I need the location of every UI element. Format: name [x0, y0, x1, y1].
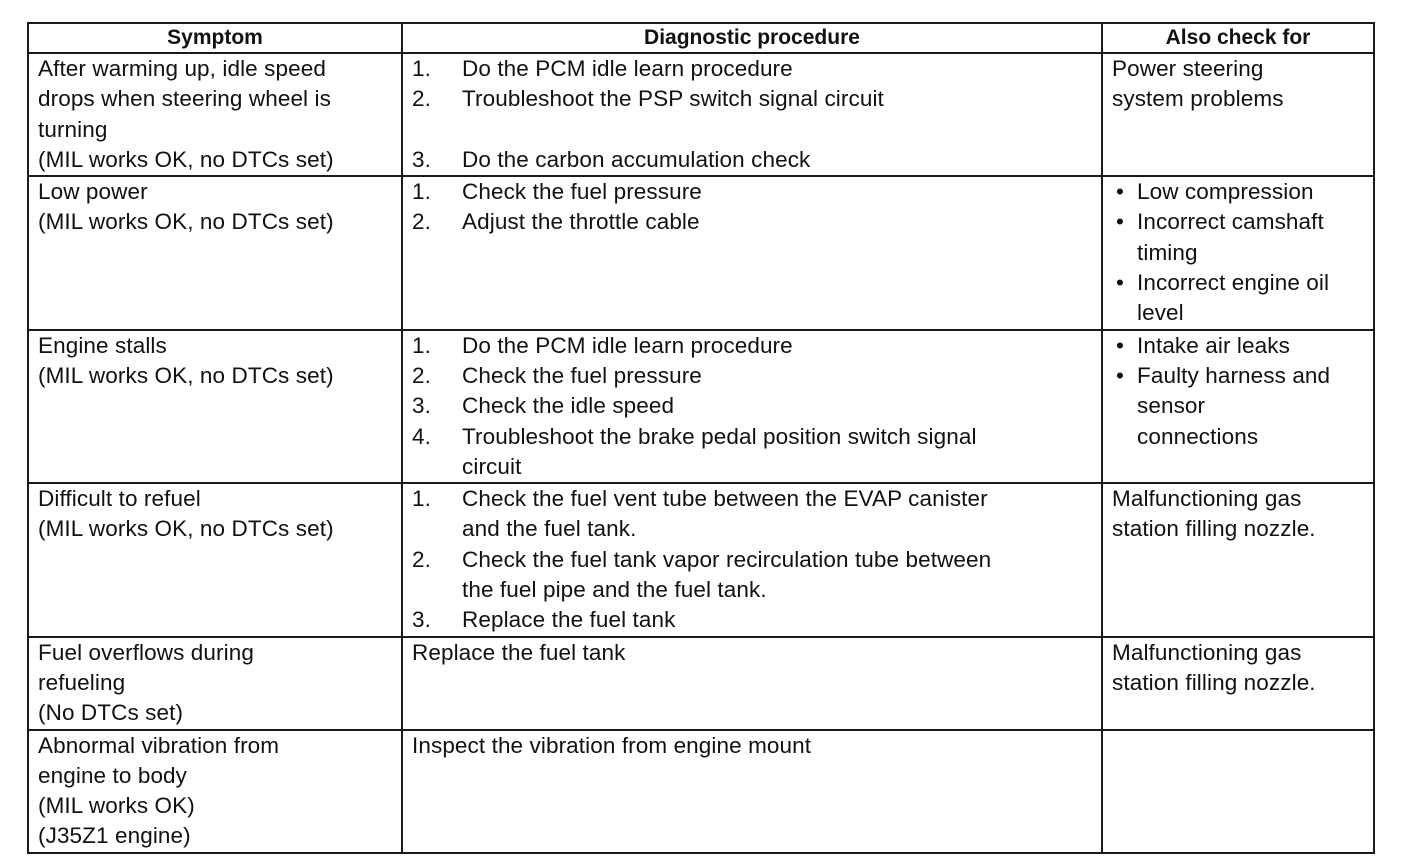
- procedure-step: [412, 84, 1097, 114]
- step-text: circuit: [462, 453, 522, 479]
- procedure-cell: [403, 731, 1101, 761]
- bullet-text: timing: [1137, 239, 1198, 265]
- procedure-step: [412, 177, 1097, 207]
- symptom-line: (MIL works OK, no DTCs set): [38, 362, 334, 388]
- step-text: Check the fuel tank vapor recirculation tube between: [462, 546, 992, 572]
- step-text: Check the idle speed: [462, 393, 675, 419]
- symptom-line: Engine stalls: [38, 332, 167, 358]
- symptom-line: Low power: [38, 179, 148, 205]
- procedure-steps: [412, 331, 1097, 482]
- symptom-cell: [29, 638, 401, 729]
- bullet-dot-icon: •: [1116, 332, 1124, 358]
- procedure-step: [412, 545, 1097, 606]
- bullet-dot-icon: •: [1116, 179, 1124, 205]
- bullet-item: [1112, 207, 1369, 268]
- step-text: and the fuel tank.: [462, 516, 637, 542]
- also-check-line: station filling nozzle.: [1112, 516, 1316, 542]
- bullet-text: Intake air leaks: [1137, 332, 1290, 358]
- procedure-steps: [412, 484, 1097, 635]
- table-row: [28, 330, 1374, 483]
- procedure-step: [412, 422, 1097, 483]
- procedure-steps: [412, 54, 1097, 175]
- symptom-line: (J35Z1 engine): [38, 823, 191, 849]
- bullet-text: Incorrect camshaft: [1137, 209, 1324, 235]
- step-text: Troubleshoot the brake pedal position switch signal: [462, 423, 977, 449]
- header-row: [28, 23, 1374, 53]
- bullet-item: [1112, 361, 1369, 452]
- also-check-line: system problems: [1112, 86, 1284, 112]
- table-row: [28, 730, 1374, 853]
- step-number: 1.: [412, 332, 431, 358]
- procedure-cell: [403, 484, 1101, 635]
- step-text: Do the PCM idle learn procedure: [462, 332, 793, 358]
- symptom-line: Fuel overflows during: [38, 639, 254, 665]
- table-row: [28, 637, 1374, 730]
- procedure-text: Replace the fuel tank: [412, 639, 626, 665]
- also-check-cell: [1103, 177, 1373, 328]
- step-number: 1.: [412, 56, 431, 81]
- bullet-text: Faulty harness and: [1137, 362, 1331, 388]
- bullet-item: [1112, 331, 1369, 361]
- step-text: Do the PCM idle learn procedure: [462, 56, 793, 81]
- bullet-text: Low compression: [1137, 179, 1314, 205]
- symptom-line: (MIL works OK, no DTCs set): [38, 209, 334, 235]
- symptom-cell: [29, 484, 401, 545]
- bullet-text: level: [1137, 300, 1184, 326]
- table-row: [28, 483, 1374, 636]
- also-check-line: station filling nozzle.: [1112, 669, 1316, 695]
- symptom-line: (No DTCs set): [38, 700, 184, 726]
- bullet-text: sensor: [1137, 393, 1206, 419]
- procedure-step: [412, 331, 1097, 361]
- header-symptom: Symptom: [28, 23, 402, 53]
- procedure-cell: [403, 638, 1101, 668]
- step-text: Check the fuel pressure: [462, 179, 702, 205]
- step-text: Adjust the throttle cable: [462, 209, 700, 235]
- procedure-cell: [403, 331, 1101, 482]
- also-check-bullets: [1112, 331, 1369, 452]
- step-text: Replace the fuel tank: [462, 607, 676, 633]
- step-number: 2.: [412, 209, 431, 235]
- step-number: 1.: [412, 486, 431, 512]
- symptom-line: Abnormal vibration from: [38, 732, 280, 758]
- procedure-step: [412, 484, 1097, 545]
- procedure-cell: [403, 54, 1101, 175]
- procedure-step: [412, 391, 1097, 421]
- step-number: 2.: [412, 546, 431, 572]
- also-check-cell: [1103, 638, 1373, 699]
- procedure-text: Inspect the vibration from engine mount: [412, 732, 812, 758]
- bullet-dot-icon: •: [1116, 270, 1124, 296]
- table-row: [28, 53, 1374, 176]
- step-text: the fuel pipe and the fuel tank.: [462, 577, 767, 603]
- procedure-step: [412, 361, 1097, 391]
- also-check-bullets: [1112, 177, 1369, 328]
- symptom-cell: [29, 331, 401, 392]
- symptom-line: (MIL works OK, no DTCs set): [38, 516, 334, 542]
- header-procedure: Diagnostic procedure: [402, 23, 1102, 53]
- also-check-cell: [1103, 331, 1373, 452]
- procedure-steps: [412, 177, 1097, 238]
- bullet-text: Incorrect engine oil: [1137, 270, 1330, 296]
- step-text: Troubleshoot the PSP switch signal circuit: [462, 86, 884, 112]
- symptom-line: Difficult to refuel: [38, 486, 201, 512]
- symptom-line: engine to body: [38, 762, 188, 788]
- procedure-step: [412, 207, 1097, 237]
- procedure-step: [412, 145, 1097, 175]
- bullet-item: [1112, 177, 1369, 207]
- also-check-line: Malfunctioning gas: [1112, 639, 1302, 665]
- symptom-line: (MIL works OK, no DTCs set): [38, 146, 334, 172]
- step-text: Do the carbon accumulation check: [462, 146, 811, 172]
- step-text: Check the fuel vent tube between the EVAP canister: [462, 486, 988, 512]
- symptom-cell: [29, 731, 401, 852]
- symptom-line: drops when steering wheel is: [38, 86, 331, 112]
- step-number: 2.: [412, 362, 431, 388]
- bullet-item: [1112, 268, 1369, 329]
- table-row: [28, 176, 1374, 329]
- step-number: 3.: [412, 146, 431, 172]
- header-also-check: Also check for: [1102, 23, 1374, 53]
- step-text: Check the fuel pressure: [462, 362, 702, 388]
- also-check-line: Malfunctioning gas: [1112, 486, 1302, 512]
- procedure-cell: [403, 177, 1101, 238]
- bullet-dot-icon: •: [1116, 209, 1124, 235]
- step-number: 3.: [412, 607, 431, 633]
- diagnostic-table: [27, 22, 1375, 854]
- symptom-line: refueling: [38, 669, 126, 695]
- step-number: 3.: [412, 393, 431, 419]
- symptom-line: (MIL works OK): [38, 793, 195, 819]
- also-check-line: Power steering: [1112, 56, 1264, 81]
- step-spacer: [412, 115, 1097, 145]
- also-check-cell: [1103, 484, 1373, 545]
- symptom-cell: [29, 54, 401, 175]
- bullet-dot-icon: •: [1116, 362, 1124, 388]
- symptom-cell: [29, 177, 401, 238]
- symptom-line: turning: [38, 116, 108, 142]
- also-check-cell: [1103, 54, 1373, 115]
- step-number: 4.: [412, 423, 431, 449]
- procedure-step: [412, 605, 1097, 635]
- symptom-line: After warming up, idle speed: [38, 56, 326, 81]
- procedure-step: [412, 54, 1097, 84]
- step-number: 1.: [412, 179, 431, 205]
- bullet-text: connections: [1137, 423, 1259, 449]
- step-number: 2.: [412, 86, 431, 112]
